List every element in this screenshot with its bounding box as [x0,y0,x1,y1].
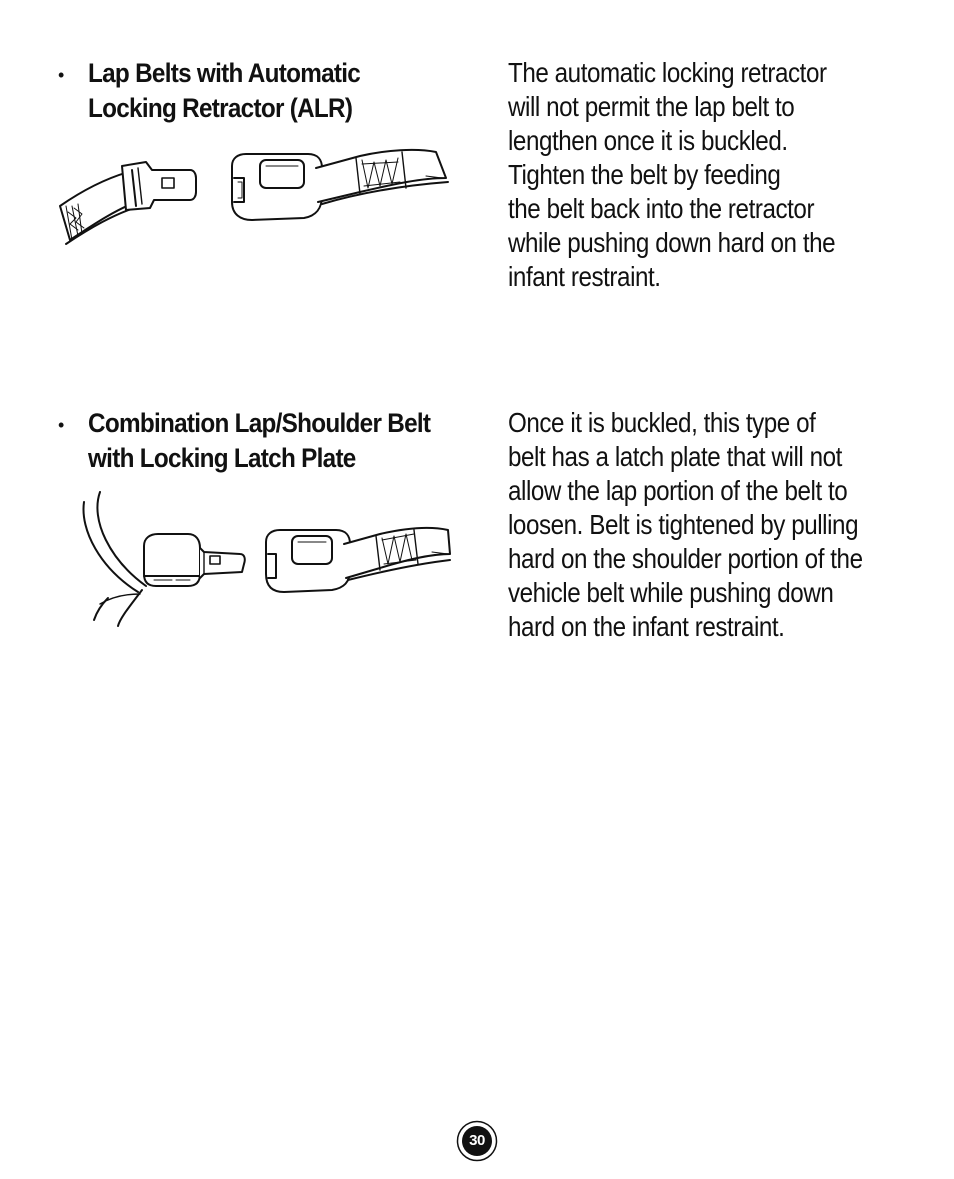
body-line: The automatic locking retractor [508,57,827,88]
bullet: • [58,415,65,435]
section-locking-latch-plate [0,406,954,666]
alr-belt-illustration [56,148,456,308]
section-heading [88,406,430,476]
body-line: while pushing down hard on the [508,227,836,258]
body-line: Tighten the belt by feeding [508,159,781,190]
section-body [508,406,928,644]
body-line: hard on the shoulder portion of the [508,543,863,574]
body-line: vehicle belt while pushing down [508,577,834,608]
page-number: 30 [469,1132,485,1149]
lap-shoulder-belt-illustration [80,490,460,636]
bullet: • [58,65,65,85]
body-line: loosen. Belt is tightened by pulling [508,509,859,540]
page-number-badge [456,1120,498,1162]
body-line: lengthen once it is buckled. [508,125,788,156]
body-line: hard on the infant restraint. [508,611,785,642]
body-line: belt has a latch plate that will not [508,441,842,472]
heading-line: Lap Belts with Automatic [88,58,361,88]
body-line: allow the lap portion of the belt to [508,475,848,506]
section-heading [88,56,430,126]
body-line: the belt back into the retractor [508,193,815,224]
body-line: Once it is buckled, this type of [508,407,816,438]
body-line: will not permit the lap belt to [508,91,795,122]
heading-line: with Locking Latch Plate [88,443,356,473]
heading-line: Combination Lap/Shoulder Belt [88,408,431,438]
heading-line: Locking Retractor (ALR) [88,93,353,123]
section-alr [0,56,954,356]
section-body [508,56,928,294]
body-line: infant restraint. [508,261,661,292]
